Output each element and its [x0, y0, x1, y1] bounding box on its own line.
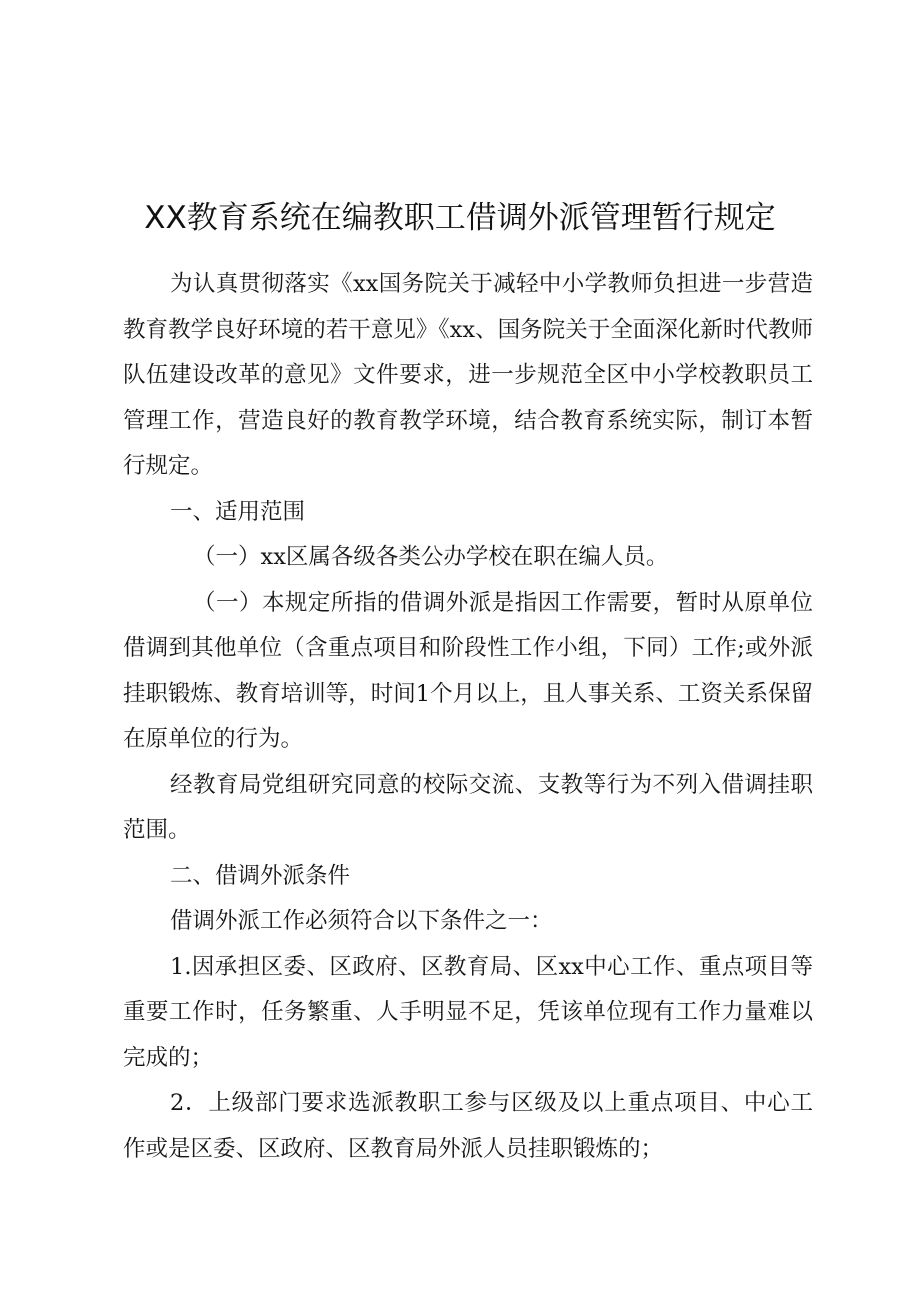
condition-item-1: 1.因承担区委、区政府、区教育局、区xx中心工作、重点项目等重要工作时，任务繁重、人手明显不足，凭该单位现有工作力量难以完成的； — [123, 953, 813, 1071]
conditions-intro-paragraph: 借调外派工作必须符合以下条件之一： — [170, 908, 553, 934]
section-heading-conditions: 二、借调外派条件 — [170, 862, 351, 889]
document-body — [123, 262, 813, 1172]
condition-item-2: 2．上级部门要求选派教职工参与区级及以上重点项目、中心工作或是区委、区政府、区教育局外派人员挂职锻炼的； — [123, 1090, 813, 1162]
document-title: XX教育系统在编教职工借调外派管理暂行规定 — [144, 200, 776, 236]
scope-item-2: （一）本规定所指的借调外派是指因工作需要，暂时从原单位借调到其他单位（含重点项目和阶段性工作小组，下同）工作;或外派挂职锻炼、教育培训等，时间1个月以上，且人事关系、工资关系保留在原单位的行为。 — [123, 589, 813, 752]
intro-paragraph: 为认真贯彻落实《xx国务院关于减轻中小学教师负担进一步营造教育教学良好环境的若干意见》《xx、国务院关于全面深化新时代教师队伍建设改革的意见》文件要求，进一步规范全区中小学校教职员工管理工作，营造良好的教育教学环境，结合教育系统实际，制订本暂行规定。 — [123, 271, 813, 479]
scope-exclusion-paragraph: 经教育局党组研究同意的校际交流、支教等行为不列入借调挂职范围。 — [123, 771, 813, 843]
scope-item-1: （一）xx区属各级各类公办学校在职在编人员。 — [193, 544, 669, 570]
section-heading-scope: 一、适用范围 — [170, 498, 306, 525]
